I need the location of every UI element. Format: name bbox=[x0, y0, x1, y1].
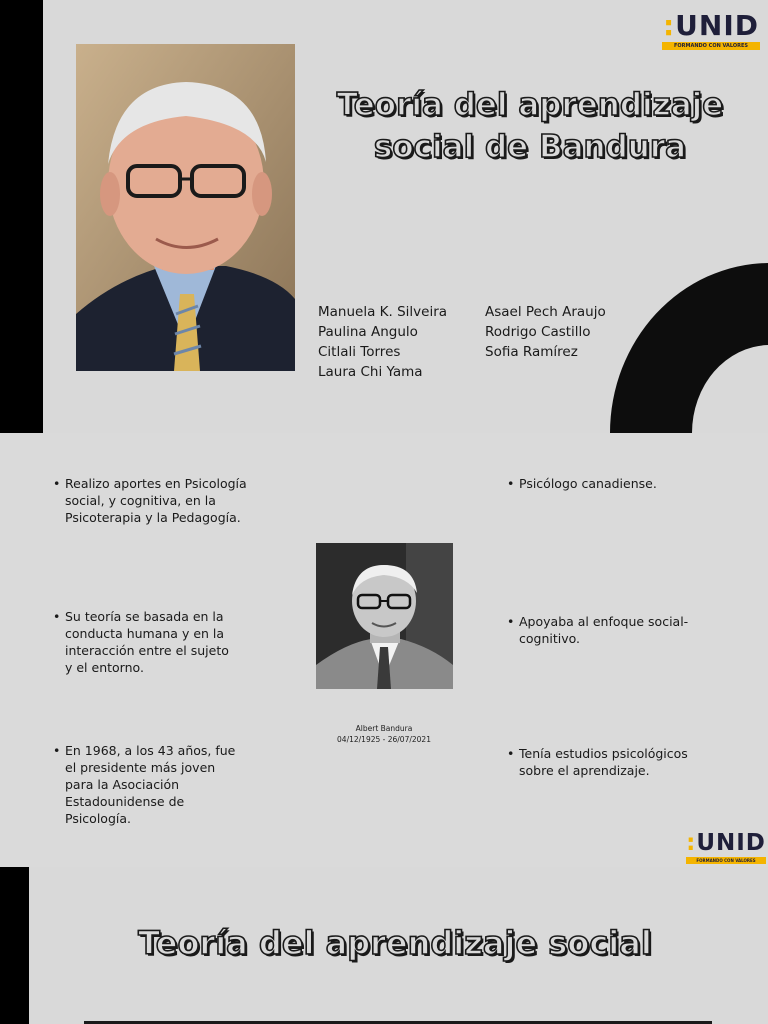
black-arc-decoration bbox=[600, 255, 768, 433]
caption-name: Albert Bandura bbox=[355, 724, 413, 733]
logo-tagline: FORMANDO CON VALORES bbox=[686, 857, 766, 864]
author-name: Paulina Angulo bbox=[318, 324, 418, 340]
author-name: Citlali Torres bbox=[318, 344, 401, 360]
section-slide bbox=[0, 830, 768, 1024]
title-line-2: social de Bandura bbox=[373, 129, 687, 165]
logo-word: UNID bbox=[675, 9, 760, 42]
bullet-right-3: • Tenía estudios psicológicos sobre el aprendizaje. bbox=[507, 746, 688, 778]
info-slide bbox=[0, 433, 768, 867]
author-name: Asael Pech Araujo bbox=[485, 304, 606, 320]
author-name: Rodrigo Castillo bbox=[485, 324, 591, 340]
portrait-caption bbox=[314, 723, 454, 745]
bandura-portrait-color bbox=[76, 44, 295, 371]
caption-dates: 04/12/1925 - 26/07/2021 bbox=[337, 735, 431, 744]
bullet-text: Apoyaba al enfoque social-cognitivo. bbox=[519, 614, 689, 646]
bullet-text: Psicólogo canadiense. bbox=[519, 476, 657, 491]
bullet-right-1: • Psicólogo canadiense. bbox=[507, 476, 657, 491]
title-line-1: Teoría del aprendizaje bbox=[336, 87, 724, 123]
bullet-text: En 1968, a los 43 años, fue el presidente más joven para la Asociación Estadounidense de Psicología. bbox=[65, 743, 236, 826]
bullet-left-1: • Realizo aportes en Psicología social, y cognitiva, en la Psicoterapia y la Pedagogía. bbox=[53, 476, 247, 525]
left-black-bar bbox=[0, 867, 29, 1024]
logo-word: UNID bbox=[696, 830, 766, 856]
bullet-left-3: • En 1968, a los 43 años, fue el presidente más joven para la Asociación Estadounidense de Psicología. bbox=[53, 743, 236, 826]
authors-left bbox=[318, 302, 447, 382]
slide3-title: Teoría del aprendizaje social bbox=[138, 924, 652, 962]
logo-tagline: FORMANDO CON VALORES bbox=[662, 42, 760, 50]
author-name: Sofia Ramírez bbox=[485, 344, 578, 360]
bullet-left-2: • Su teoría se basada en la conducta humana y en la interacción entre el sujeto y el entorno. bbox=[53, 609, 229, 675]
bandura-portrait-bw bbox=[316, 543, 453, 689]
bullet-right-2: • Apoyaba al enfoque social-cognitivo. bbox=[507, 614, 689, 646]
author-name: Manuela K. Silveira bbox=[318, 304, 448, 320]
unid-logo: :UNID FORMANDO CON VALORES bbox=[686, 830, 766, 863]
author-name: Laura Chi Yama bbox=[318, 364, 423, 380]
bullet-text: Tenía estudios psicológicos sobre el aprendizaje. bbox=[519, 746, 688, 778]
title-slide bbox=[0, 0, 768, 433]
bullet-text: Realizo aportes en Psicología social, y cognitiva, en la Psicoterapia y la Pedagogía. bbox=[65, 476, 247, 525]
slide1-title bbox=[320, 84, 740, 168]
bullet-text: Su teoría se basada en la conducta humana y en la interacción entre el sujeto y el entorno. bbox=[65, 609, 229, 675]
authors-right bbox=[485, 302, 606, 362]
unid-logo: :UNID FORMANDO CON VALORES bbox=[662, 9, 760, 49]
left-black-bar bbox=[0, 0, 43, 433]
